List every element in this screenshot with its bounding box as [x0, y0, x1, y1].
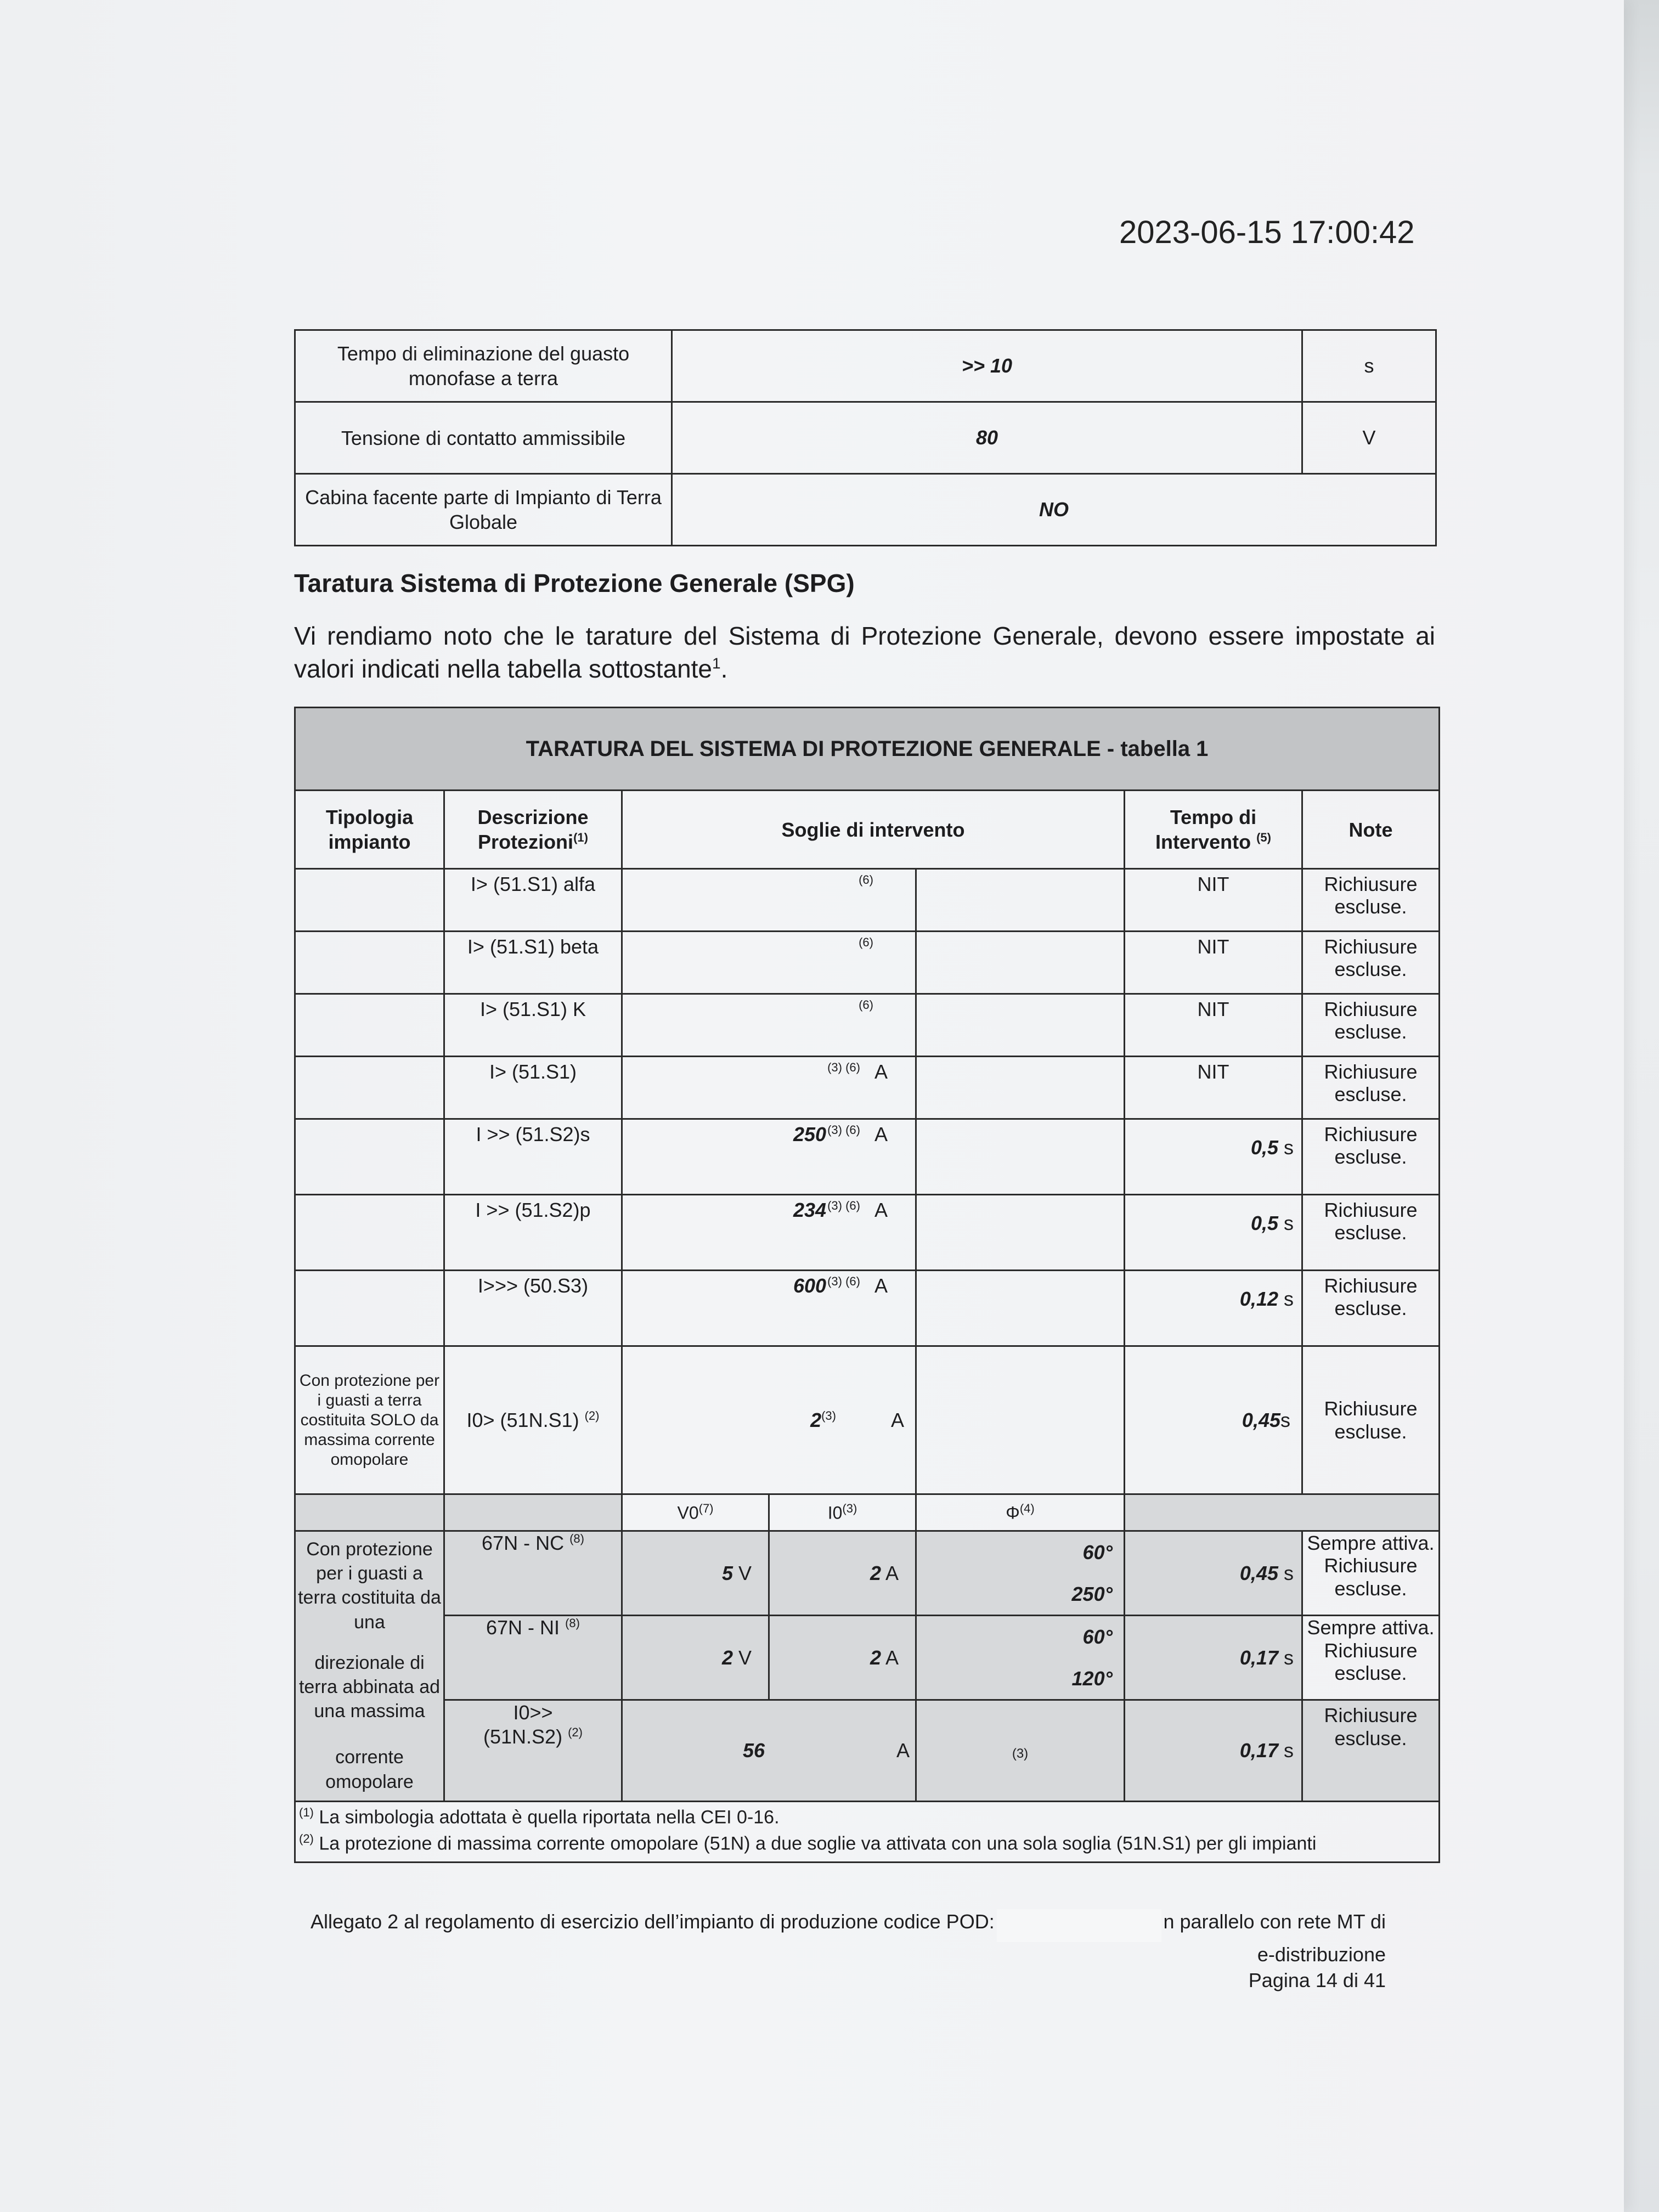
header-text: Φ [1006, 1503, 1020, 1523]
footnote-ref: (3) (6) [827, 1274, 860, 1288]
desc-cell [444, 1616, 622, 1700]
desc-cell: I> (51.S1) K [444, 994, 622, 1057]
spg-table [294, 707, 1440, 1863]
header-phi [916, 1494, 1125, 1531]
time-cell: NIT [1125, 994, 1302, 1057]
note-cell: Richiusure escluse. [1302, 1057, 1440, 1119]
tipologia-cell [295, 994, 444, 1057]
note-cell: Richiusure escluse. [1302, 869, 1440, 932]
i0-cell [769, 1616, 916, 1700]
intro-paragraph: Vi rendiamo noto che le tarature del Sistema di Protezione Generale, devono essere impostate ai valori indicati nella tabella sottostante$^1$. [294, 622, 1435, 683]
time-value: 0,5 [1250, 1136, 1278, 1159]
v0-cell [622, 1531, 769, 1616]
desc-text: 67N - NC [482, 1532, 565, 1554]
phi-value: 60° [1082, 1541, 1113, 1564]
footnote-ref: (1) [573, 831, 588, 844]
threshold-value: 2 [810, 1408, 822, 1431]
threshold-value: 234 [793, 1199, 827, 1221]
empty-cell [295, 1494, 444, 1531]
v0-unit: V [738, 1646, 752, 1669]
footnote-text: La simbologia adottata è quella riportata nella CEI 0-16. [319, 1807, 780, 1828]
desc-cell [444, 1531, 622, 1616]
v0-unit: V [738, 1561, 752, 1584]
i0-cell [769, 1531, 916, 1616]
footnote-ref: (4) [1019, 1502, 1035, 1516]
desc-cell [444, 1700, 622, 1802]
threshold-unit: A [896, 1739, 910, 1762]
tipologia-cell [295, 1271, 444, 1346]
tipologia-cell [295, 1531, 444, 1802]
table-row [295, 402, 1436, 474]
directional-row [295, 1616, 1440, 1700]
header-soglie: Soglie di intervento [622, 791, 1125, 869]
desc-text: (51N.S2) [483, 1725, 563, 1748]
i0-unit: A [885, 1561, 899, 1584]
threshold-cell [622, 932, 916, 994]
time-value: 0,17 [1239, 1646, 1278, 1669]
protection-rows [295, 869, 1440, 1346]
desc-text: 67N - NI [486, 1616, 560, 1639]
time-unit: s [1280, 1408, 1290, 1431]
threshold-cell [622, 869, 916, 932]
table-row [295, 869, 1440, 932]
desc-cell: I >> (51.S2)p [444, 1195, 622, 1271]
header-descrizione [444, 791, 622, 869]
tipologia-text: corrente omopolare [325, 1747, 414, 1792]
desc-text: I0> (51N.S1) [466, 1408, 579, 1431]
desc-text: I0>> [513, 1701, 553, 1724]
footnote-ref: (6) [859, 873, 873, 887]
header-tempo [1125, 791, 1302, 869]
tipologia-cell [295, 932, 444, 994]
row-label: Cabina facente parte di Impianto di Terra Globale [295, 474, 672, 546]
empty-cell [916, 1346, 1125, 1494]
i0-unit: A [885, 1646, 899, 1669]
table-row [295, 1057, 1440, 1119]
row-value: NO [672, 474, 1436, 546]
time-unit: s [1284, 1561, 1294, 1584]
header-v0 [622, 1494, 769, 1531]
footnote-ref: (8) [565, 1616, 580, 1630]
threshold-unit: A [874, 1060, 888, 1083]
footnote-ref: (2) [299, 1831, 314, 1846]
empty-cell [1125, 1494, 1440, 1531]
footer-right-2: e-distribuzione [1257, 1943, 1386, 1966]
row-value: >> 10 [672, 330, 1302, 402]
time-unit: s [1284, 1288, 1294, 1310]
note-cell: Richiusure escluse. [1302, 1271, 1440, 1346]
threshold-cell [622, 1271, 916, 1346]
footnote-ref: (1) [299, 1805, 314, 1820]
footnote-ref: (6) [859, 935, 873, 949]
time-value: 0,12 [1239, 1288, 1278, 1310]
row-label: Tempo di eliminazione del guasto monofase a terra [295, 330, 672, 402]
directional-row [295, 1531, 1440, 1616]
footer-right-1: n parallelo con rete MT di [1163, 1910, 1386, 1933]
time-cell [1125, 1616, 1302, 1700]
v0-value: 5 [721, 1561, 733, 1584]
desc-cell [444, 1346, 622, 1494]
empty-cell [916, 1195, 1125, 1271]
time-cell [1125, 1271, 1302, 1346]
time-cell [1125, 1195, 1302, 1271]
threshold-cell [622, 1195, 916, 1271]
row-value: 80 [672, 402, 1302, 474]
time-cell: NIT [1125, 1057, 1302, 1119]
desc-cell: I> (51.S1) [444, 1057, 622, 1119]
empty-cell [916, 869, 1125, 932]
page-number: Pagina 14 di 41 [1248, 1968, 1386, 1991]
i0-value: 2 [870, 1646, 881, 1669]
footnote-text: La protezione di massima corrente omopolare (51N) a due soglie va attivata con una sola soglia (51N.S1) per gli impianti [319, 1832, 1317, 1854]
tipologia-text: Con protezione per i guasti a terra costituita da una [298, 1539, 441, 1633]
section-heading: Taratura Sistema di Protezione Generale (SPG) [294, 569, 855, 597]
empty-cell [444, 1494, 622, 1531]
note-cell: Richiusure escluse. [1302, 1700, 1440, 1802]
empty-cell [916, 1271, 1125, 1346]
footnote-ref: (3) (6) [827, 1123, 860, 1137]
footnote-ref: (5) [1256, 831, 1271, 844]
table-row [295, 1271, 1440, 1346]
threshold-unit: A [874, 1199, 888, 1221]
time-unit: s [1284, 1212, 1294, 1234]
header-text: Tempo di Intervento [1155, 806, 1257, 853]
table-row [295, 932, 1440, 994]
page-footer [311, 1909, 1386, 1994]
desc-cell: I>>> (50.S3) [444, 1271, 622, 1346]
threshold-unit: A [874, 1274, 888, 1297]
note-cell: Sempre attiva. Richiusure escluse. [1302, 1616, 1440, 1700]
header-note: Note [1302, 791, 1440, 869]
table-row [295, 994, 1440, 1057]
time-cell: NIT [1125, 869, 1302, 932]
threshold-cell [622, 1700, 916, 1802]
table-row [295, 1195, 1440, 1271]
v0-cell [622, 1616, 769, 1700]
desc-cell: I> (51.S1) beta [444, 932, 622, 994]
tipologia-cell [295, 1195, 444, 1271]
footnote [299, 1831, 1435, 1857]
time-value: 0,17 [1239, 1739, 1278, 1762]
note-cell: Richiusure escluse. [1302, 1346, 1440, 1494]
note-cell: Richiusure escluse. [1302, 994, 1440, 1057]
footnote-ref: (7) [698, 1502, 714, 1516]
footnote-ref: 1 [712, 654, 721, 672]
tipologia-cell [295, 869, 444, 932]
footnote-ref: (3) (6) [827, 1060, 860, 1074]
footnote-ref: (3) [842, 1502, 857, 1516]
tipologia-text: direzionale di terra abbinata ad una massima [298, 1652, 441, 1722]
table-row [295, 330, 1436, 402]
footnotes-cell [295, 1802, 1440, 1863]
footnote-ref: (2) [568, 1725, 583, 1739]
empty-cell [916, 932, 1125, 994]
row-label: Tensione di contatto ammissibile [295, 402, 672, 474]
row-unit: V [1302, 402, 1436, 474]
note-cell: Richiusure escluse. [1302, 1195, 1440, 1271]
empty-cell [916, 1119, 1125, 1195]
row-unit: s [1302, 330, 1436, 402]
time-cell: NIT [1125, 932, 1302, 994]
footnote [299, 1804, 1435, 1830]
footer-left: Allegato 2 al regolamento di esercizio dell’impianto di produzione codice POD: [311, 1910, 995, 1933]
footnote-ref: (2) [584, 1408, 600, 1423]
note-cell: Richiusure escluse. [1302, 1119, 1440, 1195]
time-value: 0,45 [1242, 1408, 1280, 1431]
empty-cell [916, 994, 1125, 1057]
redaction-block [997, 1909, 1161, 1942]
phi-cell [916, 1616, 1125, 1700]
threshold-cell [622, 994, 916, 1057]
phi-value: 60° [1082, 1626, 1113, 1649]
phi-value: 250° [1071, 1582, 1113, 1605]
header-text: V0 [677, 1503, 699, 1523]
threshold-unit: A [890, 1408, 904, 1431]
v0-value: 2 [721, 1646, 733, 1669]
table-row [295, 474, 1436, 546]
header-i0 [769, 1494, 916, 1531]
threshold-unit: A [874, 1123, 888, 1146]
empty-cell [916, 1057, 1125, 1119]
earth-parameters-table [294, 329, 1437, 546]
tipologia-cell: Con protezione per i guasti a terra costituita SOLO da massima corrente omopolare [295, 1346, 444, 1494]
header-text: I0 [827, 1503, 843, 1523]
time-unit: s [1284, 1646, 1294, 1669]
tipologia-cell [295, 1119, 444, 1195]
time-unit: s [1284, 1136, 1294, 1159]
time-value: 0,45 [1239, 1561, 1278, 1584]
time-value: 0,5 [1250, 1212, 1278, 1234]
threshold-cell [622, 1119, 916, 1195]
header-tipologia: Tipologia impianto [295, 791, 444, 869]
phi-value: 120° [1071, 1667, 1113, 1690]
footnote-ref: (3) [821, 1408, 836, 1423]
table-title: TARATURA DEL SISTEMA DI PROTEZIONE GENERALE - tabella 1 [295, 708, 1440, 791]
scan-timestamp: 2023-06-15 17:00:42 [1119, 215, 1415, 250]
desc-cell: I> (51.S1) alfa [444, 869, 622, 932]
footnote-ref: (6) [859, 998, 873, 1012]
phi-cell: (3) [916, 1700, 1125, 1802]
footnote-ref: (8) [569, 1532, 584, 1545]
earth-fault-row [295, 1346, 1440, 1494]
header-text: Descrizione Protezioni [477, 806, 589, 853]
time-unit: s [1284, 1739, 1294, 1762]
intro-text: Vi rendiamo noto che le tarature del Sistema di Protezione Generale, devono essere impostate ai valori indicati nella tabella sottostante [294, 622, 1435, 683]
i0-value: 2 [870, 1561, 881, 1584]
threshold-cell [622, 1057, 916, 1119]
tipologia-cell [295, 1057, 444, 1119]
threshold-value: 250 [793, 1123, 827, 1146]
directional-row [295, 1700, 1440, 1802]
threshold-cell [622, 1346, 916, 1494]
phi-cell [916, 1531, 1125, 1616]
threshold-value: 56 [742, 1739, 765, 1762]
time-cell [1125, 1119, 1302, 1195]
threshold-value: 600 [793, 1274, 827, 1297]
time-cell [1125, 1346, 1302, 1494]
note-cell: Sempre attiva. Richiusure escluse. [1302, 1531, 1440, 1616]
note-cell: Richiusure escluse. [1302, 932, 1440, 994]
directional-subheader [295, 1494, 1440, 1531]
footnote-ref: (3) (6) [827, 1199, 860, 1212]
table-row [295, 1119, 1440, 1195]
desc-cell: I >> (51.S2)s [444, 1119, 622, 1195]
time-cell [1125, 1531, 1302, 1616]
time-cell [1125, 1700, 1302, 1802]
